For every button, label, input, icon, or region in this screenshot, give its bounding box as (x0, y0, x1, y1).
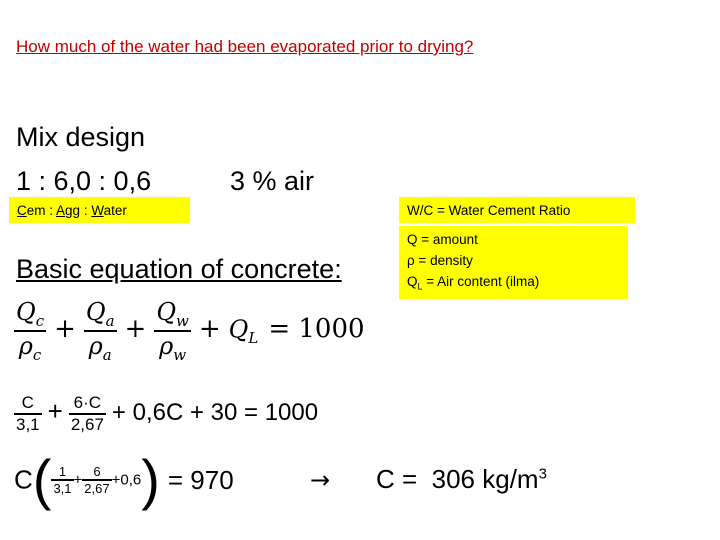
aggregate-fraction (84, 298, 117, 364)
frac-num-sub: c (35, 311, 45, 330)
substituted-equation (14, 393, 318, 435)
equation-rhs: = 970 (167, 464, 234, 495)
frac-num: C (21, 393, 34, 412)
mix-ratio: 1 : 6,0 : 0,6 (16, 166, 152, 196)
plus-sign: + (124, 314, 147, 345)
water-rest: ater (103, 203, 127, 218)
plus-sign: + (198, 314, 221, 345)
plus-sign: + (47, 396, 63, 427)
equation-rhs: = 1000 (268, 314, 365, 345)
open-paren: ( (32, 448, 52, 511)
frac-den: 3,1 (16, 415, 40, 434)
frac-num: Q (85, 298, 106, 326)
ratio-separator: : (80, 203, 92, 218)
legend-air-text: = Air content (ilma) (422, 274, 540, 289)
air-term-sub: L (248, 329, 259, 348)
water-fraction (154, 298, 191, 364)
frac-den: 2,67 (84, 481, 110, 496)
frac-num: Q (156, 298, 177, 326)
frac-den-sub: w (173, 345, 187, 364)
mix-design-heading: Mix design (16, 122, 146, 152)
legend-density: ρ = density (407, 253, 473, 268)
frac-den: ρ (88, 331, 103, 360)
legend-air-content (407, 271, 628, 298)
equation-rest: + 0,6C + 30 = 1000 (111, 399, 319, 427)
frac-num-sub: w (176, 311, 189, 330)
frac-num-sub: a (105, 311, 115, 330)
frac-num: 6·C (73, 393, 102, 412)
basic-equation (14, 298, 365, 364)
frac-num: Q (16, 298, 36, 326)
cement-result (376, 464, 547, 495)
result-text: C = 306 kg/m (376, 464, 539, 494)
cement-symbol: C (14, 464, 33, 495)
water-term: +0,6 (111, 471, 142, 489)
frac-den: 3,1 (53, 481, 72, 496)
water-initial: W (91, 203, 104, 218)
frac-num: 1 (58, 464, 67, 479)
one-over-density (51, 464, 73, 496)
wc-ratio-note: W/C = Water Cement Ratio (399, 197, 635, 223)
frac-den: ρ (18, 331, 33, 360)
ratio-legend-box (9, 197, 190, 223)
slide-title: How much of the water had been evaporated prior to drying? (16, 37, 474, 56)
right-arrow-icon: → (310, 466, 331, 494)
frac-den: 2,67 (70, 415, 104, 434)
legend-q: Q (407, 274, 418, 289)
frac-den-sub: a (102, 345, 112, 364)
frac-den-sub: c (32, 345, 42, 364)
aggregate-over-density (69, 393, 106, 435)
frac-den: ρ (159, 331, 174, 360)
cem-initial: C (17, 203, 27, 218)
cem-rest: em (26, 203, 46, 218)
legend-q-sub: L (417, 281, 423, 292)
ratio-separator: : (45, 203, 57, 218)
frac-num: 6 (93, 464, 101, 479)
six-over-density (82, 464, 111, 496)
agg-word: A (56, 203, 66, 218)
close-paren: ) (141, 448, 160, 511)
air-content: 3 % air (230, 166, 315, 196)
basic-equation-heading: Basic equation of concrete: (16, 254, 342, 284)
factored-equation (14, 448, 234, 511)
cement-over-density (14, 393, 42, 435)
cement-fraction (14, 298, 46, 364)
plus-sign: + (54, 314, 76, 345)
air-term: Q (228, 315, 249, 344)
symbol-legend-box (399, 226, 628, 299)
plus-sign: + (73, 471, 83, 489)
agg-rest: gg (65, 203, 81, 218)
legend-amount: Q = amount (407, 232, 478, 247)
result-exponent: 3 (538, 465, 547, 483)
